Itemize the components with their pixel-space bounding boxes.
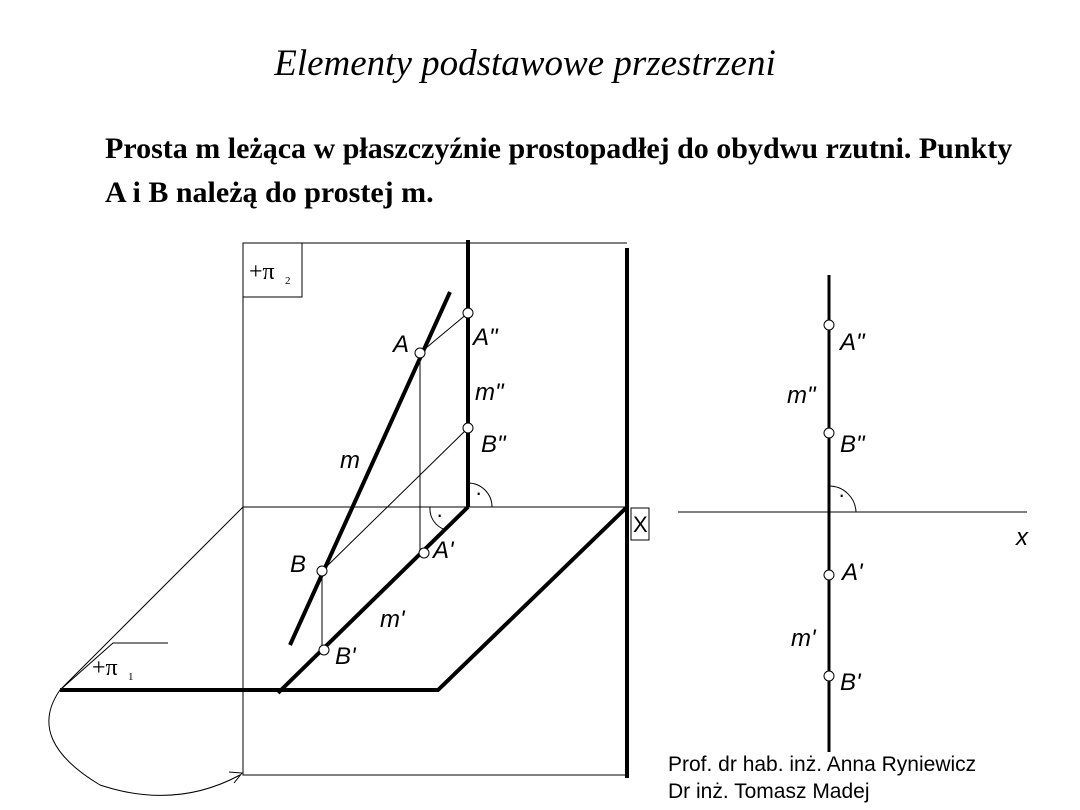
label-B-3d: B (290, 551, 307, 578)
slide-subtitle: Prosta m leżąca w płaszczyźnie prostopadłej do obydwu rzutni. Punkty A i B należą do prostej m. (105, 132, 1013, 209)
point-A2-2d (824, 320, 834, 330)
right-angle-dot-2d: · (838, 482, 846, 507)
label-m: m (340, 447, 360, 474)
label-m-double-3d: m" (475, 379, 504, 406)
point-B1-2d (824, 671, 834, 681)
label-B1-3d: B' (335, 643, 356, 670)
label-B2-3d: B" (481, 431, 506, 458)
label-axis-x-3d: X (633, 512, 648, 537)
projector-A-to-A2 (420, 313, 468, 353)
diagram-3d (49, 240, 649, 795)
point-A1-3d (419, 548, 429, 558)
right-angle-dot-pi1: · (436, 502, 444, 527)
point-B2-2d (824, 428, 834, 438)
point-B1-3d (319, 645, 329, 655)
credits (668, 751, 976, 805)
label-m-single-2d: m' (791, 625, 816, 652)
rotation-arc (49, 690, 240, 795)
credits-author-2: Dr inż. Tomasz Madej (668, 780, 870, 803)
label-pi2: +π (249, 259, 275, 285)
label-A1-2d: A' (842, 559, 863, 586)
label-A-3d: A (393, 331, 410, 358)
label-A2-3d: A" (473, 324, 498, 351)
line-m-single-3d (278, 507, 468, 693)
point-B2-3d (463, 423, 473, 433)
label-pi2-sub: 2 (285, 275, 291, 287)
label-B1-2d: B' (840, 669, 861, 696)
label-axis-x-2d: x (1016, 524, 1028, 551)
credits-author-1: Prof. dr hab. inż. Anna Ryniewicz (668, 753, 977, 776)
point-A1-2d (824, 570, 834, 580)
right-angle-dot-pi2: · (475, 480, 483, 505)
point-A2-3d (463, 308, 473, 318)
label-A1-3d: A' (433, 537, 454, 564)
slide-title-text: Elementy podstawowe przestrzeni (274, 43, 776, 84)
label-m-single-3d: m' (380, 606, 405, 633)
plane-pi1-frame (60, 507, 627, 775)
label-B2-2d: B" (840, 431, 865, 458)
label-m-double-2d: m" (787, 382, 816, 409)
label-A2-2d: A" (840, 329, 865, 356)
point-A-3d (415, 348, 425, 358)
label-pi1: +π (92, 655, 118, 681)
label-pi1-sub: 1 (128, 671, 134, 683)
point-B-3d (317, 566, 327, 576)
